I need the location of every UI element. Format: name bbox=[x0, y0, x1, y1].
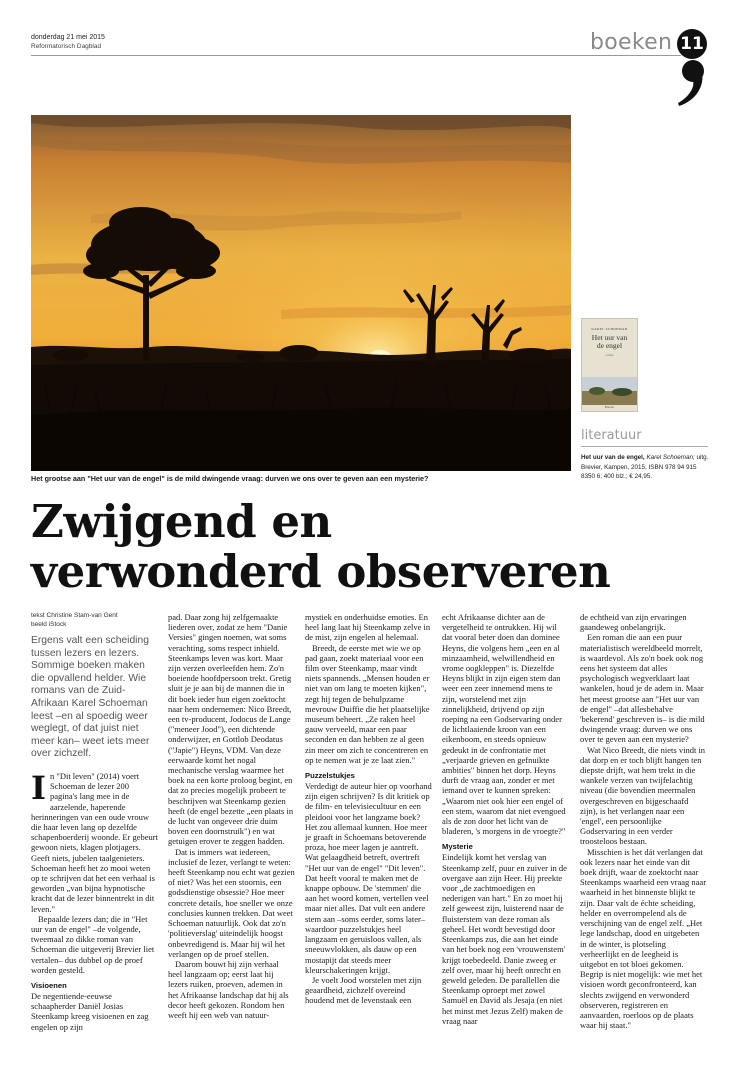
body-paragraph: Dat is immers wat iedereen, inclusief de lezer, verlangt te weten: heeft Steenkamp nou echt wat gezien of niet? Was het een stoornis, een godsdienstige obsessie? Hoe meer concrete details, hoe sneller we onze conclusies kunnen trekken. Dat weet Schoeman natuurlijk. Ook dat zo'n 'politieverslag' uiteindelijk hoogst onbevredigend is. Maar hij wil het verlangen op de proef stellen. bbox=[168, 846, 295, 959]
newspaper-name: Reformatorisch Dagblad bbox=[31, 43, 102, 50]
body-paragraph: Je voelt Jood worstelen met zijn geaardheid, zichzelf overeind houdend met de levenstaak een bbox=[305, 974, 422, 1006]
byline bbox=[31, 612, 158, 629]
article-column-4 bbox=[442, 612, 569, 1026]
body-text: n "Dit leven" (2014) voert Schoeman de lezer 200 pagina's lang mee in de aarzelende, haperende herinneringen van een oude vrouw die haar leven lang op dezelfde schapenboerderij woonde. Er gebeurt gewoon niets, klagen plotjagers. Geeft niets, jubelen taalgenieters. Schoeman heeft het zo mooi weten op te schrijven dat het een verhaal is geworden „van bijna hypnotische kracht dat de lezer binnentrekt in dit leven." bbox=[31, 770, 158, 914]
drop-cap: I bbox=[31, 768, 46, 807]
subheading: Visioenen bbox=[31, 981, 67, 990]
body-paragraph: pad. Daar zong hij zelfgemaakte liederen over, zodat ze hem "Danie Versies" gingen noemen, wat soms verachting, soms respect inhield. Steenkamps leven was kort. Maar zijn verzen overleefden hem. Zo'n boeiende hoofdpersoon trekt. Gretig sluit je je aan bij de mannen die in dit boek ieder hun eigen zoektocht naar hem ondernemen: Nico Breedt, een tv-producent, Jodocus de Lange ("meneer Jood"), een dichtende onderwijzer, en Gottlob Deodatus ("Japie") Heyns, VDM. Van deze eerwaarde komt het nogal mechanische verslag waarmee het boek na een korte proloog begint, en dat zo precies mogelijk probeert te beschrijven wat Steenkamp gezien heeft (de engel bezette „een plaats in de lucht van ongeveer drie duim boven een doornstruik") en wat getuigen erover te zeggen hadden. bbox=[168, 612, 294, 847]
byline-author: tekst Christine Stam-van Gent bbox=[31, 612, 118, 619]
cover-title bbox=[582, 334, 637, 350]
book-info bbox=[581, 453, 710, 482]
body-paragraph: Een roman die aan een puur materialistisch wereldbeeld morrelt, is waardevol. Als zo'n boek ook nog eens het systeem dat alles psychologisch wegverklaart laat wankelen, houd je de adem in. Maar het meest grootse aan "Het uur van de engel" –dat allesbehalve 'bekerend' geschreven is– is die mild dwingende vraag: durven we ons over te geven aan een mysterie? bbox=[580, 632, 705, 745]
body-paragraph: de echtheid van zijn ervaringen gaandeweg onbelangrijk. bbox=[580, 612, 687, 633]
body-paragraph: Breedt, de eerste met wie we op pad gaan, zoekt materiaal voor een film over Steenkamp, maar vindt niets spannends. „Mensen houden er niet van om lang te moeten kijken", zegt hij tegen de behulpzame mevrouw Duiffie die het plaatselijke museum beheert. „Ze raken heel gauw verveeld, maar een paar seconden en dan hebben ze al geen zin meer om zich te concentreren en op te nemen wat je ze laat zien." bbox=[305, 642, 430, 765]
article-column-1 bbox=[31, 612, 158, 1032]
body-paragraph: Wat Nico Breedt, die niets vindt in dat dorp en er toch blijft hangen ten diepste drijft, wat hem trekt in die wankele verzen van twijfelachtig niveau (die bovendien meermalen overgeschreven en bijgeschaafd zijn), is het verlangen naar een 'engel', een persoonlijke Godservaring in een verder troosteloos bestaan. bbox=[580, 744, 706, 847]
headline-line2: verwonderd observeren bbox=[31, 545, 611, 598]
cover-title-line1: Het uur van bbox=[591, 333, 628, 342]
article-column-3 bbox=[305, 612, 432, 1006]
article-column-5 bbox=[580, 612, 707, 1030]
byline-photo: beeld iStock bbox=[31, 620, 67, 628]
book-cover bbox=[581, 318, 638, 412]
cover-author: KAREL SCHOEMAN bbox=[591, 327, 628, 331]
body-paragraph: Misschien is het dát verlangen dat ook lezers naar het einde van dit boek drijft, waar de zoektocht naar Steenkamps waarheid een vraag naar waarheid in het binnenste blijkt te zijn. Daar valt de échte scheiding, helder en overrompelend als de verschijning van de engel zelf. „Het lege landschap, dood en uitgebeten in de winter, is plotseling verheerlijkt en de leegheid is uitgebot en tot bloei gekomen. Begrip is niet mogelijk: wie met het visioen wordt geconfronteerd, kan slechts zwijgend en verwonderd observeren, registreren en aanvaarden, roerloos op de plaats waar hij staat." bbox=[580, 846, 707, 1031]
body-paragraph: Verdedigt de auteur hier op voorhand zijn eigen schrijven? Is dit kritiek op de film- en televisiecultuur en een pleidooi voor het langzame boek? Het zou allemaal kunnen. Hoe meer je graaft in Schoemans betoverende proza, hoe meer lagen je aantreft. Wat gelaagdheid betreft, overtreft "Het uur van de engel" "Dit leven". Dat heeft vooral te maken met de knappe opbouw. De 'stemmen' die aan het woord komen, vertellen veel maar niet alles. Dat vult een andere stem aan –soms eerder, soms later– waardoor puzzelstukjes heel langzaam en geruisloos vallen, als sneeuwvlokken, als dauw op een mostapijt dat steeds meer kleurschakeringen krijgt. bbox=[305, 781, 432, 975]
genre-label: literatuur bbox=[581, 428, 642, 443]
comma-logo-icon bbox=[675, 59, 711, 112]
body-paragraph: De negentiende-eeuwse schaapherder Daniël Josias Steenkamp kreeg visioenen en zag engelen op zijn bbox=[31, 991, 149, 1032]
book-info-author: Karel Schoeman; bbox=[646, 454, 695, 461]
body-paragraph: Eindelijk komt het verslag van Steenkamp zelf, puur en zuiver in de overgave aan zijn Heer. Hij preekte voor „de zachtmoedigen en nederigen van hart." En zo moet hij zelf geweest zijn, luisterend naar de fluisterstem van deze roman als geheel. Het wordt bevestigd door Steenkamps zus, die aan het einde van het boek nog een 'vrouwenstem' krijgt toebedeeld. Danie zweeg er zelf over, maar hij heeft onrecht en geweld geleden. De parallellen die Steenkamp oproept met zowel Samuël en David als Jesaja (en niet het minst met Jezus Zelf) maken de vraag naar bbox=[442, 852, 567, 1026]
header-date: donderdag 21 mei 2015 bbox=[31, 34, 105, 41]
body-paragraph: mystiek en onderhuidse emoties. En heel lang laat hij Steenkamp zelve in de mist, zijn engelen al helemaal. bbox=[305, 612, 431, 643]
section-title: boeken bbox=[590, 30, 673, 55]
body-paragraph: Bepaalde lezers dan; die in "Het uur van de engel" –de volgende, tweemaal zo dikke roman van Schoeman die uitgeverij Brevier liet vertalen– dus dubbel op de proef worden gesteld. bbox=[31, 913, 155, 975]
header-divider bbox=[31, 55, 681, 56]
article-headline bbox=[31, 497, 711, 597]
page-number-badge: 11 bbox=[677, 29, 707, 59]
subheading: Mysterie bbox=[442, 842, 473, 852]
body-paragraph: Daarom bouwt hij zijn verhaal heel langzaam op; eerst laat hij lezers ruiken, proeven, ademen in het Afrikaanse landschap dat hij als decor heeft gekozen. Rondom hen weeft hij een web van natuur- bbox=[168, 958, 289, 1020]
article-intro: Ergens valt een scheiding tussen lezers en lezers. Sommige boeken maken die opvallend helder. Wie romans van de Zuid-Afrikaan Karel Schoeman leest –en al spoedig weer weglegt, of dat juist niet meer kan– weet iets meer over zichzelf. bbox=[31, 635, 150, 760]
headline-line1: Zwijgend en bbox=[31, 495, 332, 548]
book-info-title: Het uur van de engel, bbox=[581, 454, 645, 461]
photo-caption: Het grootse aan "Het uur van de engel" is de mild dwingende vraag: durven we ons over te geven aan een mysterie? bbox=[31, 474, 429, 483]
subheading: Puzzelstukjes bbox=[305, 771, 355, 781]
cover-subtitle: roman bbox=[605, 353, 614, 357]
savanna-sunset-photo bbox=[31, 115, 571, 471]
body-paragraph bbox=[31, 768, 158, 914]
cover-title-line2: de engel bbox=[596, 341, 623, 350]
genre-divider bbox=[581, 446, 708, 447]
article-column-2 bbox=[168, 612, 295, 1020]
body-paragraph: echt Afrikaanse dichter aan de vergetelheid te ontrukken. Hij wil dat vooral beter doen dan dominee Heyns, die volgens hem „een en al minzaamheid, welwillendheid en vrome oogkleppen" is. Diezelfde Heyns blijkt in zijn eigen stem dan weer een zeer innemend mens te zijn, worstelend met zijn zinnelijkheid, drijvend op zijn roeping na een Godservaring onder de lichtlaaiende kroon van een eikenboom, en steeds opnieuw gedeukt in de confrontatie met „verjaarde grieven en gefnuikte ambities" binnen het dorp. Heyns durft de vraag aan, zonder er met iemand over te kunnen spreken: „Waarom niet ook hier een engel of een stem, waarom dat niet evengoed als de zon door het licht van de bladeren, 's morgens in de vroegte?" bbox=[442, 612, 566, 837]
cover-publisher: Brevier bbox=[604, 405, 615, 409]
book-info-details: uitg. Brevier, Kampen, 2015; ISBN 978 94 915 8350 6; 400 blz.; € 24,95. bbox=[581, 454, 709, 481]
